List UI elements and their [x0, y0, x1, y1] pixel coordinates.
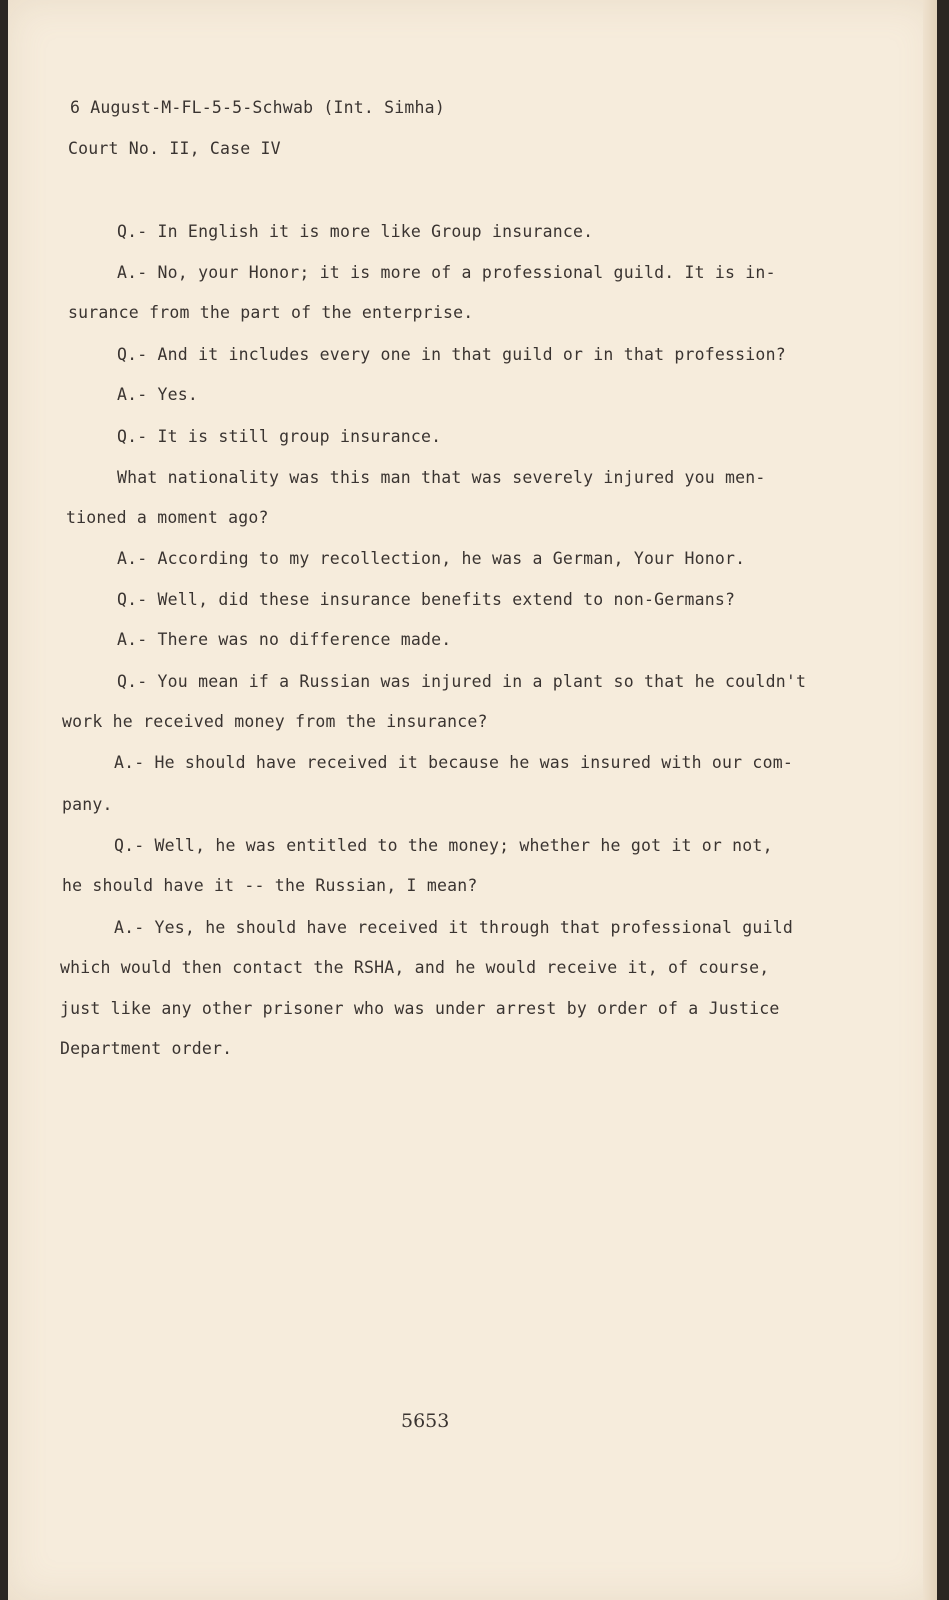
transcript-line: Q.- In English it is more like Group insurance. [117, 222, 594, 241]
transcript-line: work he received money from the insurance? [62, 712, 488, 731]
transcript-line: tioned a moment ago? [66, 508, 269, 527]
page-number: 5653 [401, 1410, 450, 1432]
transcript-line: which would then contact the RSHA, and he would receive it, of course, [60, 958, 770, 977]
transcript-line: A.- According to my recollection, he was a German, Your Honor. [117, 549, 746, 568]
transcript-line: A.- No, your Honor; it is more of a professional guild. It is in- [117, 263, 776, 282]
transcript-line: Q.- You mean if a Russian was injured in a plant so that he couldn't [117, 672, 807, 691]
transcript-line: Q.- And it includes every one in that guild or in that profession? [117, 345, 786, 364]
transcript-line: Department order. [60, 1039, 233, 1058]
header-court-line: Court No. II, Case IV [68, 139, 281, 158]
transcript-line: just like any other prisoner who was under arrest by order of a Justice [60, 999, 780, 1018]
transcript-line: A.- He should have received it because he was insured with our com- [114, 753, 793, 772]
transcript-line: Q.- It is still group insurance. [117, 427, 442, 446]
transcript-line: A.- Yes. [117, 385, 199, 404]
transcript-line: A.- Yes, he should have received it through that professional guild [114, 918, 793, 937]
transcript-line: Q.- Well, he was entitled to the money; whether he got it or not, [114, 836, 773, 855]
transcript-line: What nationality was this man that was severely injured you men- [117, 468, 766, 487]
header-session-line: 6 August-M-FL-5-5-Schwab (Int. Simha) [70, 98, 445, 117]
transcript-line: surance from the part of the enterprise. [68, 303, 474, 322]
transcript-line: pany. [62, 795, 113, 814]
transcript-line: Q.- Well, did these insurance benefits extend to non-Germans? [117, 590, 736, 609]
transcript-line: A.- There was no difference made. [117, 630, 452, 649]
document-page [8, 0, 937, 1600]
transcript-line: he should have it -- the Russian, I mean? [62, 876, 478, 895]
